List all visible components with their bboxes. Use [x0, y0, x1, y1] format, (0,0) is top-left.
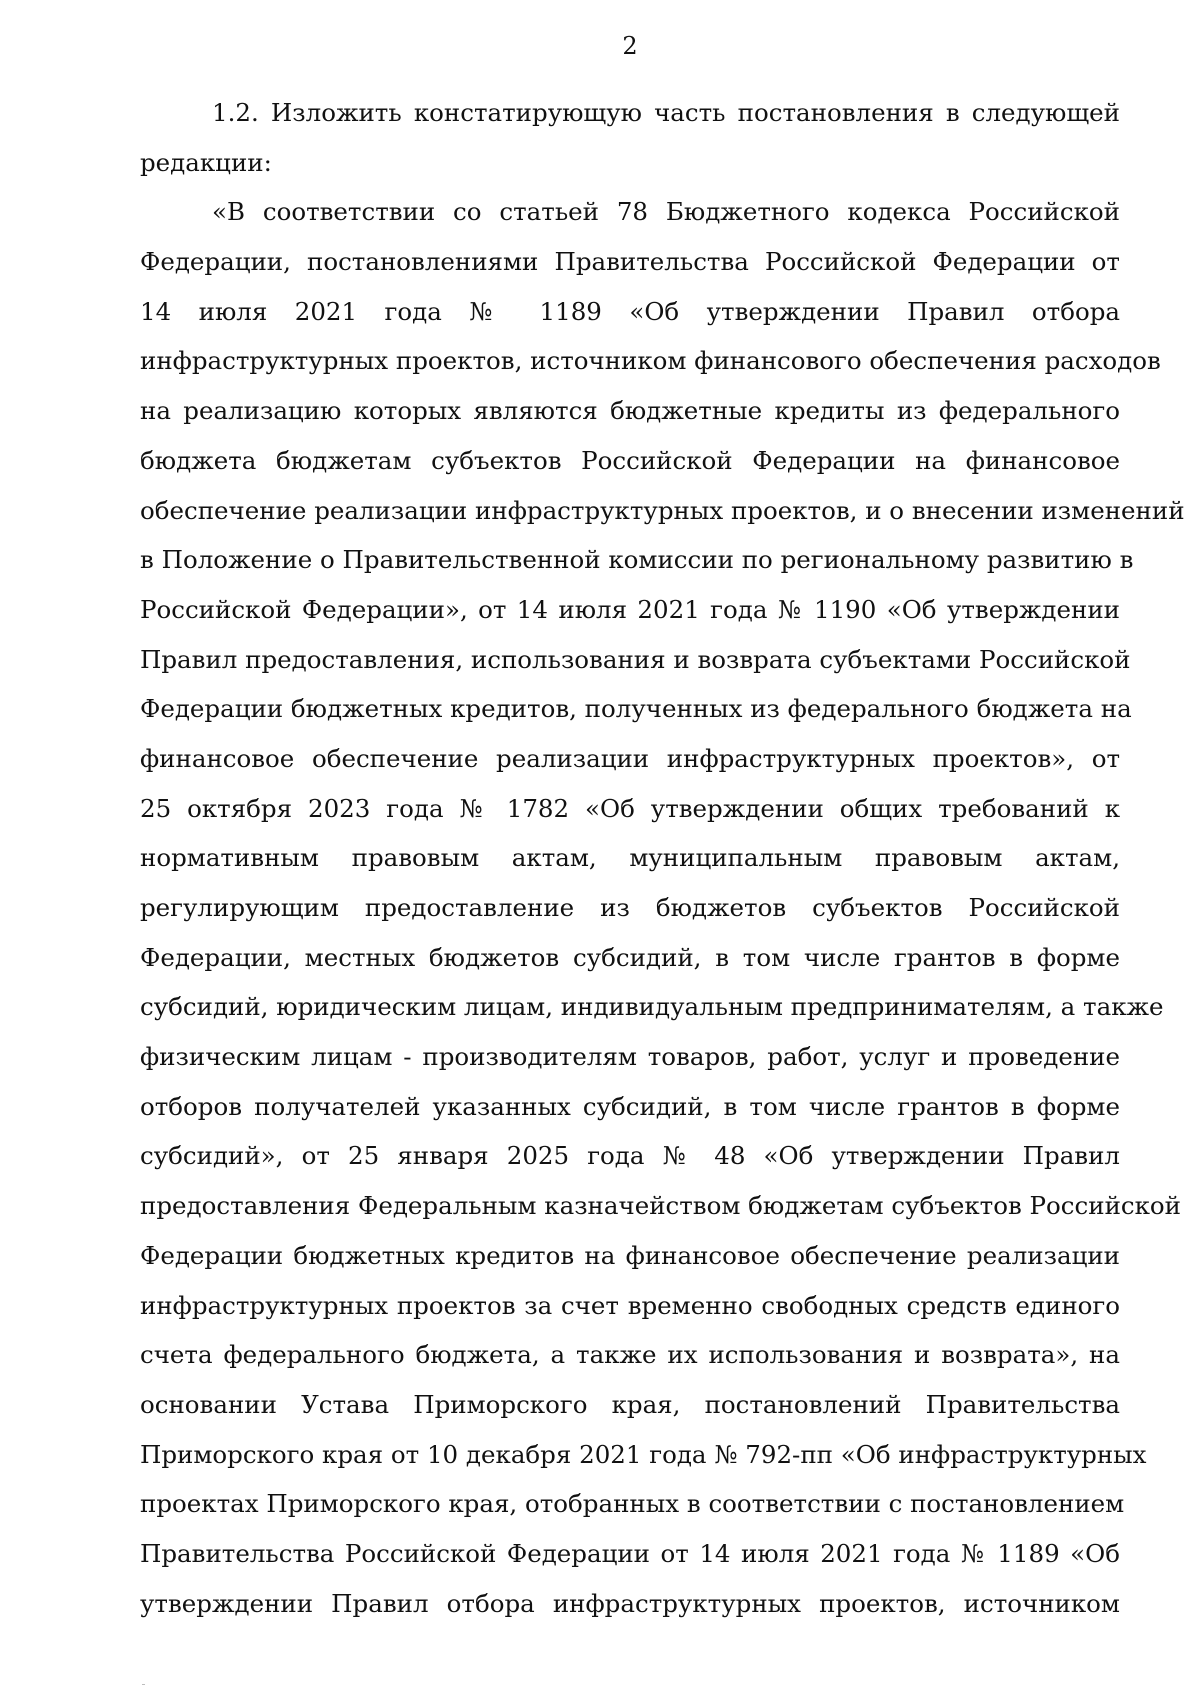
- text-line: Правил предоставления, использования и возврата субъектами Российской: [140, 644, 1131, 674]
- text-line: Федерации бюджетных кредитов, полученных из федерального бюджета на: [140, 694, 1132, 724]
- paragraph-1: [140, 88, 1120, 187]
- text-line: 14 июля 2021 года № 1189 «Об утверждении Правил отбора: [140, 296, 1120, 326]
- text-line: на реализацию которых являются бюджетные кредиты из федерального: [140, 396, 1120, 426]
- text-line: инфраструктурных проектов, источником финансового обеспечения расходов: [140, 346, 1161, 376]
- text-line: отборов получателей указанных субсидий, в том числе грантов в форме: [140, 1091, 1120, 1121]
- text-line: нормативным правовым актам, муниципальным правовым актам,: [140, 843, 1120, 873]
- text-line: утверждении Правил отбора инфраструктурных проектов, источником: [140, 1588, 1120, 1618]
- text-line: редакции:: [140, 147, 272, 177]
- text-line: проектах Приморского края, отобранных в соответствии с постановлением: [140, 1489, 1125, 1519]
- text-line: счета федерального бюджета, а также их использования и возврата», на: [140, 1340, 1120, 1370]
- text-line: 1.2. Изложить констатирующую часть постановления в следующей: [212, 98, 1120, 127]
- text-line: основании Устава Приморского края, постановлений Правительства: [140, 1389, 1120, 1419]
- text-line: инфраструктурных проектов за счет временно свободных средств единого: [140, 1290, 1120, 1320]
- text-line: субсидий», от 25 января 2025 года № 48 «Об утверждении Правил: [140, 1141, 1120, 1171]
- text-line: Российской Федерации», от 14 июля 2021 года № 1190 «Об утверждении: [140, 594, 1120, 624]
- text-line: физическим лицам - производителям товаров, работ, услуг и проведение: [140, 1042, 1120, 1072]
- text-line: предоставления Федеральным казначейством бюджетам субъектов Российской: [140, 1191, 1182, 1221]
- document-body: [140, 88, 1185, 1628]
- text-line: бюджета бюджетам субъектов Российской Федерации на финансовое: [140, 445, 1120, 475]
- text-line: Федерации бюджетных кредитов на финансовое обеспечение реализации: [140, 1240, 1120, 1270]
- page-number: 2: [622, 32, 638, 60]
- text-line: Приморского края от 10 декабря 2021 года № 792-пп «Об инфраструктурных: [140, 1439, 1147, 1469]
- text-line: Федерации, постановлениями Правительства Российской Федерации от: [140, 247, 1120, 277]
- text-line: 25 октября 2023 года № 1782 «Об утверждении общих требований к: [140, 793, 1120, 823]
- text-line: Федерации, местных бюджетов субсидий, в том числе грантов в форме: [140, 942, 1120, 972]
- text-line: субсидий, юридическим лицам, индивидуальным предпринимателям, а также: [140, 992, 1164, 1022]
- text-line: «В соответствии со статьей 78 Бюджетного кодекса Российской: [212, 197, 1120, 227]
- paragraph-2: [140, 187, 1185, 1628]
- text-line: регулирующим предоставление из бюджетов субъектов Российской: [140, 893, 1120, 922]
- text-line: Правительства Российской Федерации от 14 июля 2021 года № 1189 «Об: [140, 1538, 1120, 1568]
- scan-artifact: [142, 1684, 145, 1685]
- text-line: финансовое обеспечение реализации инфраструктурных проектов», от: [140, 743, 1120, 773]
- text-line: в Положение о Правительственной комиссии по региональному развитию в: [140, 545, 1134, 575]
- text-line: обеспечение реализации инфраструктурных проектов, и о внесении изменений: [140, 495, 1185, 525]
